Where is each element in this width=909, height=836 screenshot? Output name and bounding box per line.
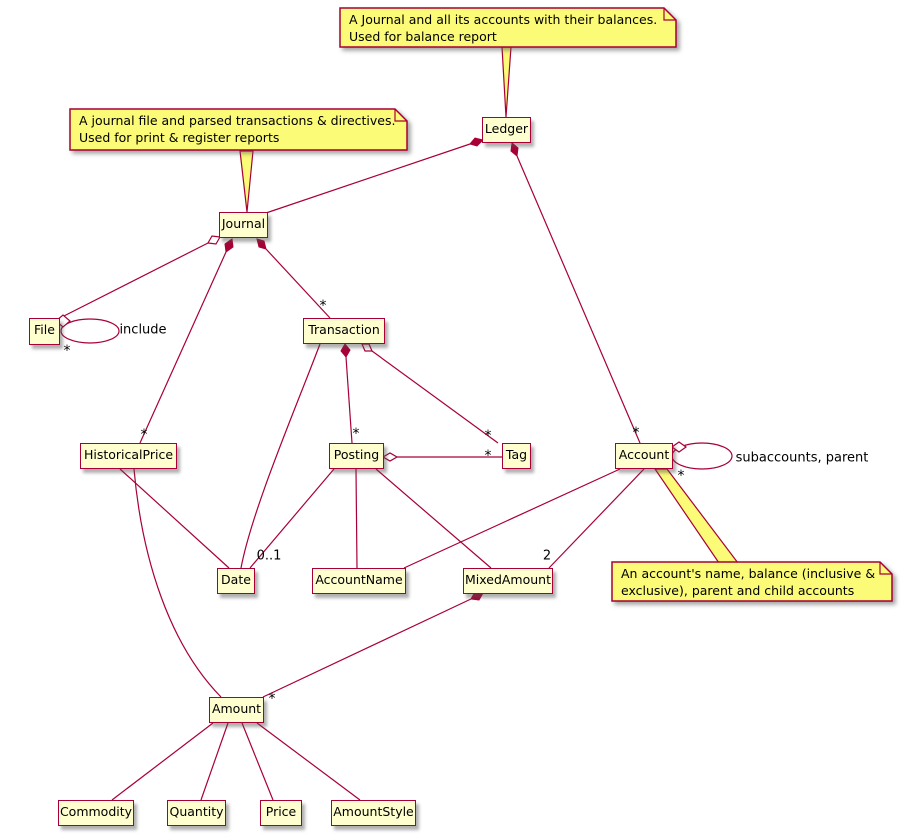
composition-diamond-journal-historicalprice-icon [225,239,233,252]
edge-ledger-account [517,156,640,443]
composition-diamond-journal-transaction-icon [257,239,266,249]
edge-account-mixedamount [549,469,644,568]
multiplicity-file-include: * [63,343,71,359]
note-ledger [340,8,676,45]
note-account [612,562,892,599]
composition-diamond-transaction-posting-icon [341,344,350,357]
edge-amount-amountstyle [257,723,360,800]
class-box-tag: Tag [502,443,531,469]
edge-posting-accountname [356,469,357,568]
note-journal [70,109,407,146]
note-ledger-line2: Used for balance report [349,29,497,44]
edge-posting-mixedamount [376,469,491,568]
note-journal-line1: A journal file and parsed transactions & directives. [79,113,396,128]
class-box-journal: Journal [219,212,268,238]
class-box-commodity: Commodity [58,800,134,826]
note-ledger-line1: A Journal and all its accounts with their balances. [349,12,658,27]
note-account-line1: An account's name, balance (inclusive & [621,566,876,581]
edge-ledger-journal [266,144,470,213]
class-box-price: Price [260,800,302,826]
multiplicity-posting: * [352,426,360,442]
class-box-file: File [29,318,60,345]
note-journal-line2: Used for print & register reports [79,130,280,145]
multiplicity-two: 2 [542,548,552,564]
role-label-subaccounts-parent: subaccounts, parent [735,450,869,466]
self-loop-file-include [61,319,119,343]
class-box-posting: Posting [329,443,384,469]
edge-transaction-tag [372,351,498,443]
edge-amount-commodity [112,723,213,800]
class-box-quantity: Quantity [167,800,226,826]
multiplicity-historicalprice: * [140,427,148,443]
multiplicity-transaction: * [319,298,327,314]
edge-amount-quantity [201,723,228,800]
edge-transaction-posting [346,357,352,443]
multiplicity-amount: * [268,691,276,707]
class-box-amount: Amount [209,697,264,723]
edge-journal-historicalprice [140,252,226,443]
note-pointer-account [655,469,738,563]
multiplicity-account: * [632,425,640,441]
class-box-accountname: AccountName [312,568,406,594]
class-box-transaction: Transaction [303,318,385,344]
class-box-historicalprice: HistoricalPrice [80,443,177,469]
edge-transaction-date [241,344,320,568]
multiplicity-zero-or-one: 0..1 [256,548,282,564]
aggregation-diamond-transaction-tag-icon [362,344,372,351]
note-pointer-journal [240,151,253,212]
edge-mixedamount-amount [263,599,471,697]
class-box-ledger: Ledger [482,117,531,143]
edge-account-accountname [404,469,620,568]
edge-journal-file [58,243,208,319]
class-box-account: Account [615,443,673,469]
note-pointer-ledger [502,47,511,117]
edge-historicalprice-amount [134,469,221,697]
role-label-include: include [119,322,167,338]
class-box-date: Date [217,568,255,594]
class-box-amountstyle: AmountStyle [331,800,416,826]
note-account-line2: exclusive), parent and child accounts [621,583,855,598]
edge-amount-price [242,723,273,800]
multiplicity-tag-transaction: * [484,428,492,444]
composition-diamond-ledger-account-icon [511,143,518,156]
edge-historicalprice-date [120,469,229,568]
class-box-mixedamount: MixedAmount [463,568,553,594]
multiplicity-tag-posting: * [484,448,492,464]
aggregation-diamond-posting-tag-icon [383,453,397,461]
multiplicity-subaccounts: * [677,468,685,484]
